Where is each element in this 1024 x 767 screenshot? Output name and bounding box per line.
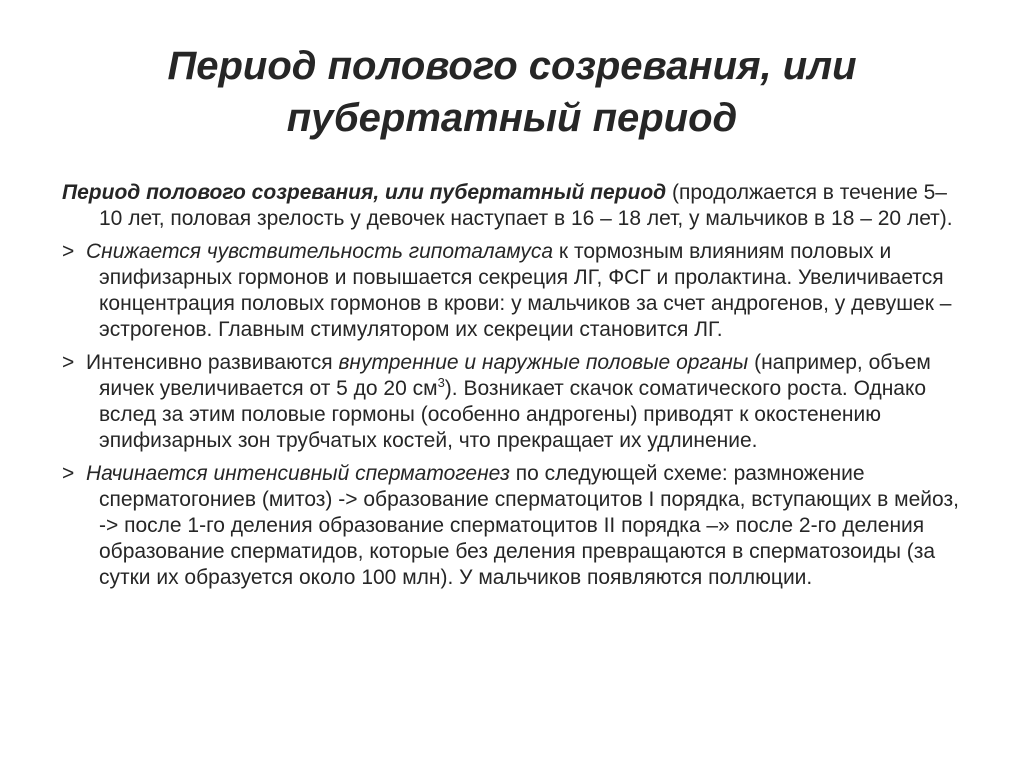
bullet-2-pre: Интенсивно развиваются [86, 351, 339, 374]
bullet-item-organs [62, 350, 962, 454]
bullet-2-superscript: 3 [437, 375, 445, 390]
bullet-marker: > [62, 462, 75, 485]
slide-title-line-1: Период полового созревания, или [167, 44, 857, 88]
bullet-marker: > [62, 351, 75, 374]
bullet-2-emphasis: внутренние и наружные половые органы [338, 351, 749, 374]
bullet-marker: > [62, 240, 75, 263]
intro-paragraph [62, 180, 962, 232]
bullet-item-hypothalamus [62, 239, 962, 343]
slide-body [62, 180, 962, 598]
bullet-1-emphasis: Снижается чувствительность гипоталамуса [86, 240, 554, 263]
bullet-3-text: по следующей схеме: размножение сперматогониев (митоз) -> образование сперматоцитов I порядка, вступающих в мейоз, -> после 1-го деления образование сперматоцитов II порядка –» после 2-го деления образование сперматидов, которые без деления превращаются в сперматозоиды (за сутки их образуется около 100 млн). У мальчиков появляются поллюции. [99, 462, 959, 589]
bullet-2-post: ). Возникает скачок соматического роста. Однако вслед за этим половые гормоны (особенно андрогены) приводят к окостенению эпифизарных зон трубчатых костей, что прекращает их удлинение. [99, 377, 927, 452]
bullet-3-emphasis: Начинается интенсивный сперматогенез [86, 462, 510, 485]
intro-lead-term: Период полового созревания, или пубертатный период [62, 181, 667, 204]
bullet-item-spermatogenesis [62, 461, 962, 591]
bullet-2-mid: (например, объем яичек увеличивается от 5 до 20 см [99, 351, 931, 400]
slide-title-line-2: пубертатный период [286, 96, 738, 140]
bullet-1-text: к тормозным влияниям половых и эпифизарных гормонов и повышается секреция ЛГ, ФСГ и пролактина. Увеличивается концентрация половых гормонов в крови: у мальчиков за счет андрогенов, у девушек – эстрогенов. Главным стимулятором их секреции становится ЛГ. [99, 240, 952, 341]
intro-text: (продолжается в течение 5–10 лет, половая зрелость у девочек наступает в 16 – 18 лет, у мальчиков в 18 – 20 лет). [99, 181, 953, 230]
slide-title [0, 40, 1024, 144]
